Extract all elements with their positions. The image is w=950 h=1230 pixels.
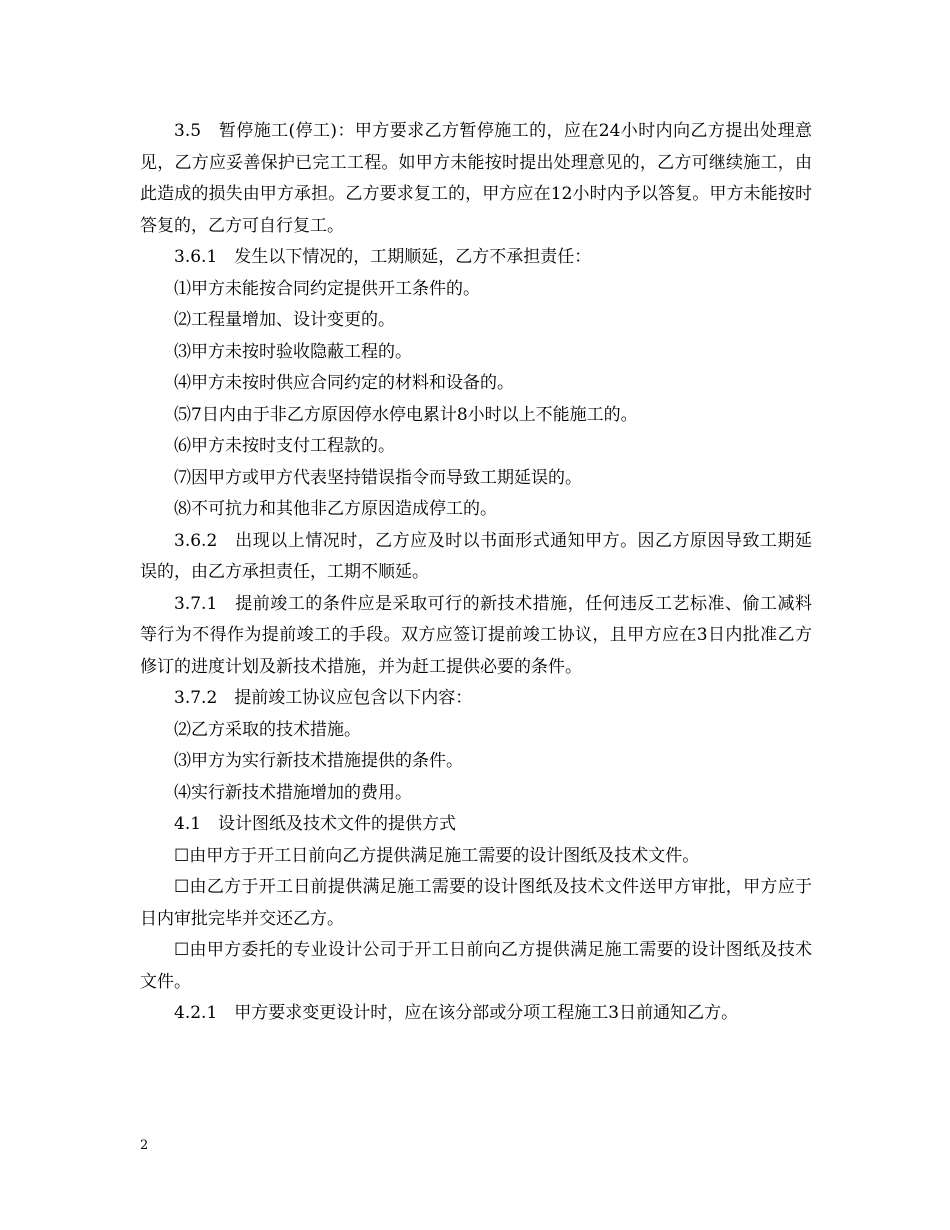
list-item: ⑸7日内由于非乙方原因停水停电累计8小时以上不能施工的。 <box>174 404 638 425</box>
list-item: ⑵工程量增加、设计变更的。 <box>174 310 395 330</box>
paragraph-3-7-2: 3.7.2 提前竣工协议应包含以下内容： <box>174 688 473 708</box>
list-item: ⑷甲方未按时供应合同约定的材料和设备的。 <box>174 373 514 393</box>
paragraph-3-6-1: 3.6.1 发生以下情况的，工期顺延，乙方不承担责任： <box>174 247 592 267</box>
checkbox-option: ☐由甲方委托的专业设计公司于开工日前向乙方提供满足施工需要的设计图纸及技术文件。 <box>140 940 812 992</box>
paragraph-3-7-1: 3.7.1 提前竣工的条件应是采取可行的新技术措施，任何违反工艺标准、偷工减料等行为不得作为提前竣工的手段。双方应签订提前竣工协议，且甲方应在3日内批准乙方修订的进度计划及新技术措施，并为赶工提供必要的条件。 <box>140 593 812 677</box>
paragraph-3-5: 3.5 暂停施工(停工)：甲方要求乙方暂停施工的，应在24小时内向乙方提出处理意见，乙方应妥善保护已完工工程。如甲方未能按时提出处理意见的，乙方可继续施工，由此造成的损失由甲方承担。乙方要求复工的，甲方应在12小时内予以答复。甲方未能按时答复的，乙方可自行复工。 <box>140 121 812 236</box>
list-item: ⑵乙方采取的技术措施。 <box>174 719 361 740</box>
list-item: ⑹甲方未按时支付工程款的。 <box>174 436 395 456</box>
checkbox-option: ☐由乙方于开工日前提供满足施工需要的设计图纸及技术文件送甲方审批，甲方应于日内审批完毕并交还乙方。 <box>140 877 812 929</box>
paragraph-4-1: 4.1 设计图纸及技术文件的提供方式 <box>174 814 457 834</box>
page-number: 2 <box>140 1138 149 1153</box>
checkbox-option: ☐由甲方于开工日前向乙方提供满足施工需要的设计图纸及技术文件。 <box>174 845 700 866</box>
list-item: ⑶甲方未按时验收隐蔽工程的。 <box>174 341 412 362</box>
list-item: ⑶甲方为实行新技术措施提供的条件。 <box>174 751 463 771</box>
paragraph-3-6-2: 3.6.2 出现以上情况时，乙方应及时以书面形式通知甲方。因乙方原因导致工期延误的，由乙方承担责任，工期不顺延。 <box>140 530 812 582</box>
paragraph-4-2-1: 4.2.1 甲方要求变更设计时，应在该分部或分项工程施工3日前通知乙方。 <box>174 1003 739 1023</box>
document-body <box>140 116 812 1030</box>
list-item: ⑴甲方未能按合同约定提供开工条件的。 <box>174 278 480 299</box>
list-item: ⑺因甲方或甲方代表坚持错误指令而导致工期延误的。 <box>174 467 582 488</box>
list-item: ⑻不可抗力和其他非乙方原因造成停工的。 <box>174 499 497 519</box>
list-item: ⑷实行新技术措施增加的费用。 <box>174 782 412 803</box>
